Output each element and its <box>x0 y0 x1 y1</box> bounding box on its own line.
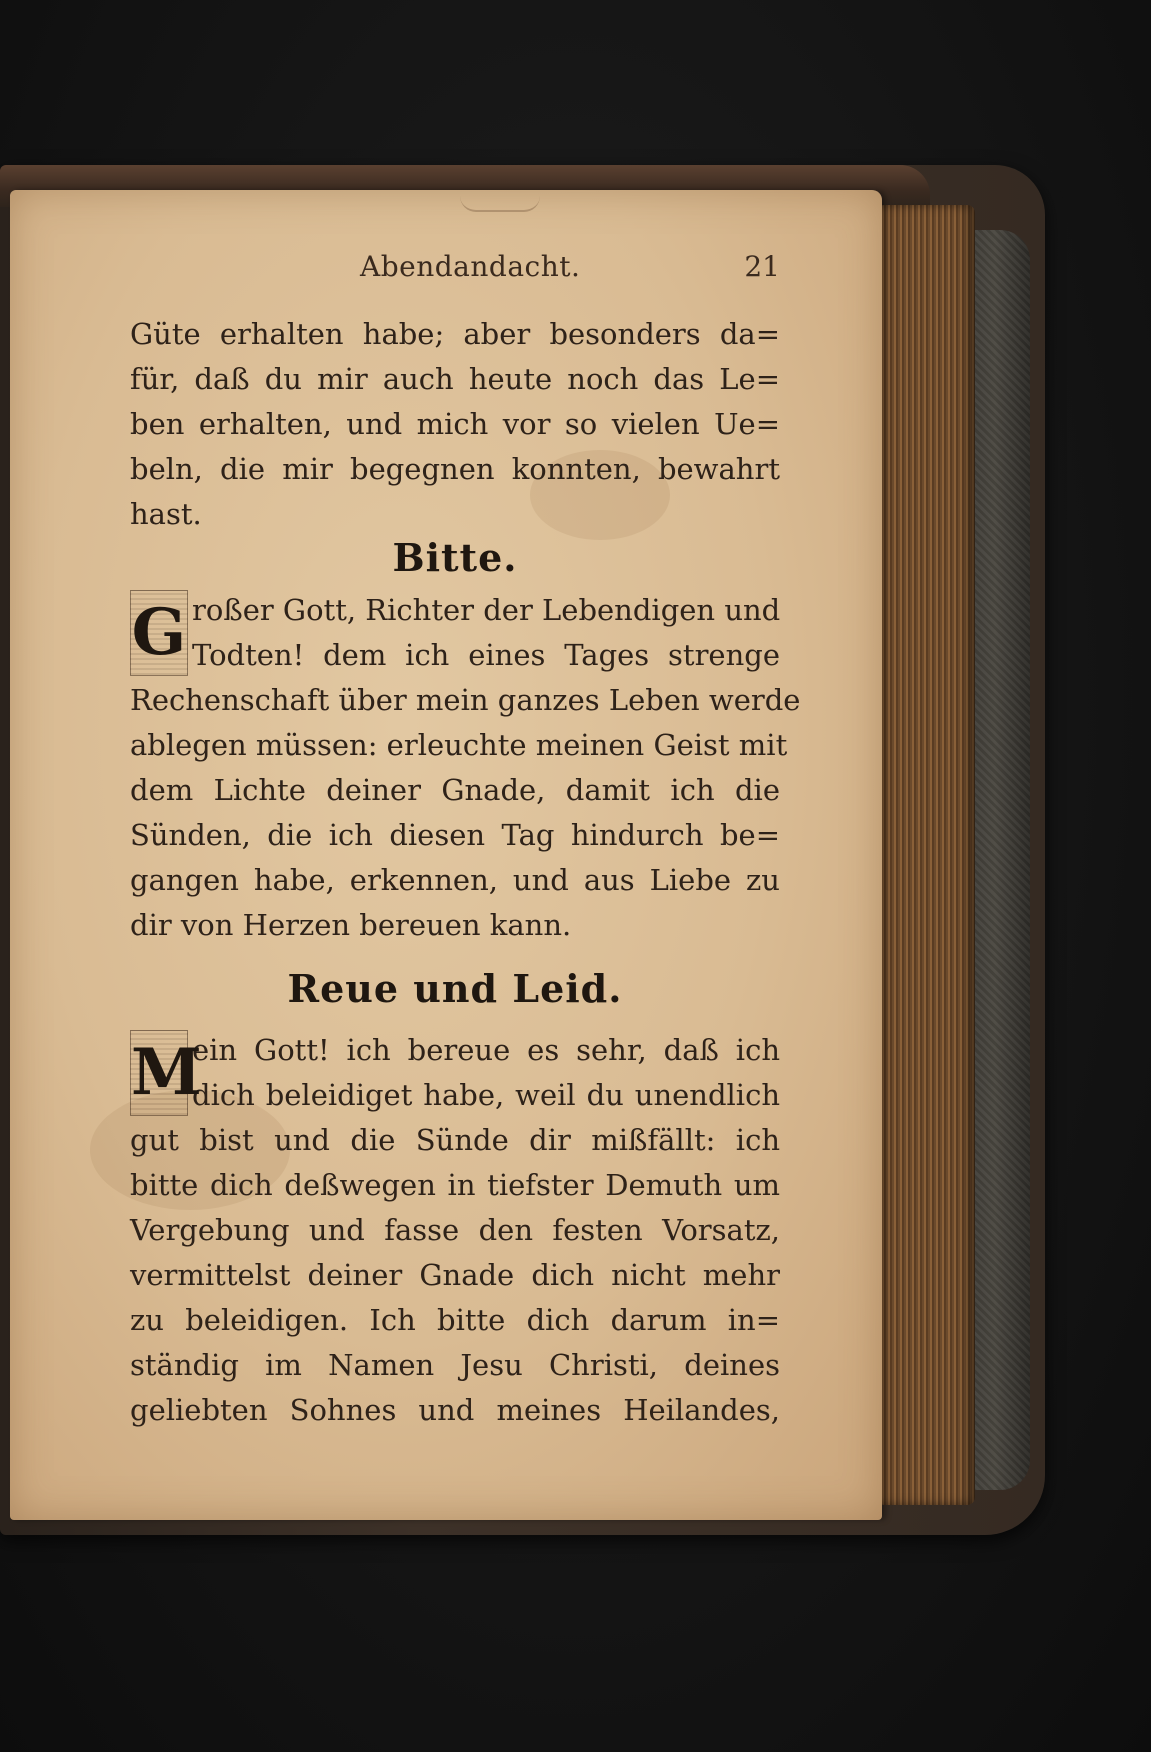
text-line: gut bist und die Sünde dir mißfällt: ich <box>130 1123 780 1157</box>
text-line: Güte erhalten habe; aber besonders da= <box>130 317 780 351</box>
text-line: roßer Gott, Richter der Lebendigen und <box>192 593 781 627</box>
text-line: Todten! dem ich eines Tages strenge <box>192 638 780 672</box>
text-line: dir von Herzen bereuen kann. <box>130 908 572 942</box>
text-line: ein Gott! ich bereue es sehr, daß ich <box>192 1033 780 1067</box>
text-line: beln, die mir begegnen konnten, bewahrt <box>130 452 780 486</box>
text-line: vermittelst deiner Gnade dich nicht mehr <box>130 1258 780 1292</box>
text-line: dem Lichte deiner Gnade, damit ich die <box>130 773 780 807</box>
text-line: hast. <box>130 497 202 531</box>
text-line: geliebten Sohnes und meines Heilandes, <box>130 1393 780 1427</box>
section-heading-reue: Reue und Leid. <box>287 966 623 1011</box>
text-line: für, daß du mir auch heute noch das Le= <box>130 362 780 396</box>
drop-cap: M <box>130 1030 188 1116</box>
page-block-edge <box>880 205 975 1505</box>
text-line: gangen habe, erkennen, und aus Liebe zu <box>130 863 780 897</box>
running-head: Abendandacht. <box>360 250 581 283</box>
text-line: ständig im Namen Jesu Christi, deines <box>130 1348 780 1382</box>
text-line: Vergebung und fasse den festen Vorsatz, <box>130 1213 780 1247</box>
section-paragraph-reue <box>130 1028 780 1433</box>
page-curl <box>460 196 540 212</box>
text-line: Rechenschaft über mein ganzes Leben werde <box>130 683 801 717</box>
text-line: bitte dich deßwegen in tiefster Demuth um <box>130 1168 780 1202</box>
page-header <box>130 250 780 290</box>
section-paragraph-bitte <box>130 588 801 948</box>
text-line: ben erhalten, und mich vor so vielen Ue= <box>130 407 780 441</box>
intro-paragraph <box>130 312 780 537</box>
text-line: zu beleidigen. Ich bitte dich darum in= <box>130 1303 780 1337</box>
text-line: Sünden, die ich diesen Tag hindurch be= <box>130 818 780 852</box>
page-number: 21 <box>744 250 780 283</box>
drop-cap: G <box>130 590 188 676</box>
text-line: dich beleidiget habe, weil du unendlich <box>192 1078 780 1112</box>
section-heading-bitte: Bitte. <box>392 535 518 580</box>
text-line: ablegen müssen: erleuchte meinen Geist mit <box>130 728 788 762</box>
